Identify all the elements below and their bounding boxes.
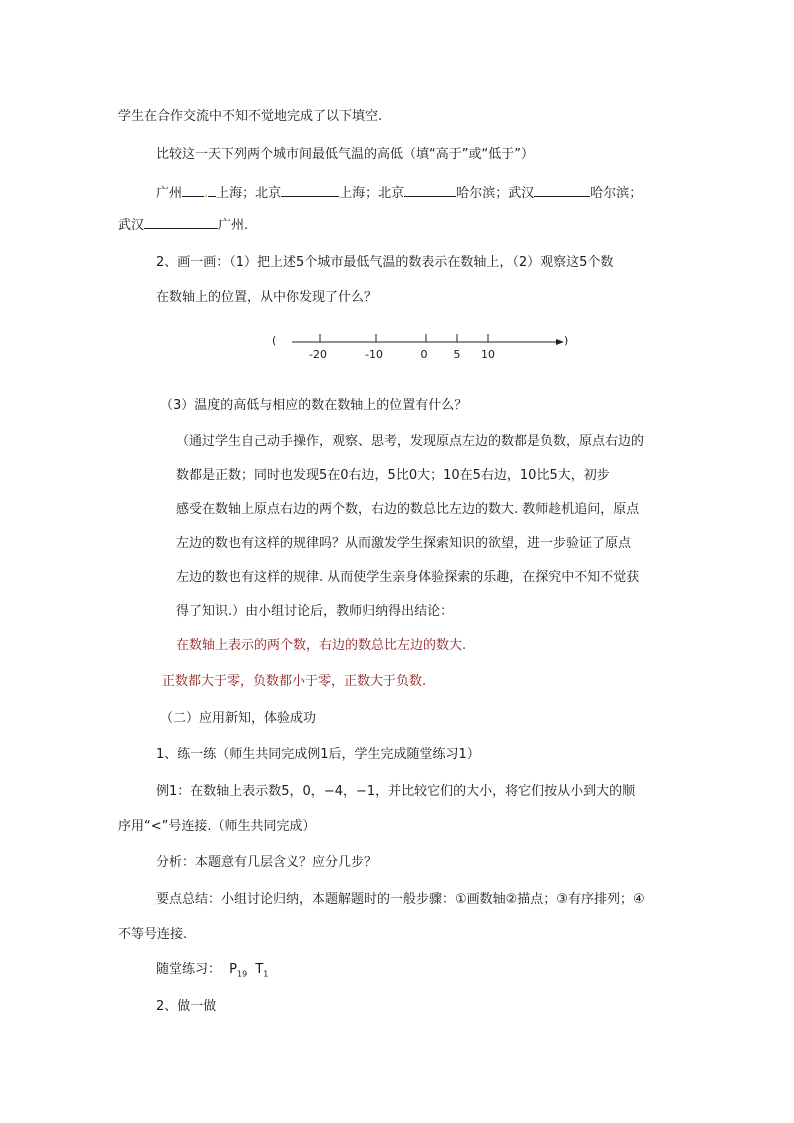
text-line-19: 序用“<”号连接.（师生共同完成） [118,819,316,834]
axis-arrow [556,339,564,345]
text-line-2: 比较这一天下列两个城市间最低气温的高低（填“高于”或“低于”） [156,147,534,162]
practice-page-letter: P [229,962,237,977]
city-guangzhou: 广州 [156,186,183,201]
text-line-5: 2、画一画：（1）把上述5个城市最低气温的数表示在数轴上，（2）观察这5个数 [156,255,614,270]
text-line-4 [118,215,248,235]
practice-page-number: 19 [237,969,248,979]
text-line-24: 2、做一做 [156,999,217,1014]
number-line-right-paren: ) [564,334,569,347]
practice-task [255,962,268,977]
city-harbin-wuhan: 哈尔滨；武汉 [456,186,535,201]
tick-label-10: 10 [481,348,495,361]
text-line-3 [156,183,642,203]
text-line-6: 在数轴上的位置，从中你发现了什么？ [156,290,378,305]
fill-blank-5 [144,215,218,229]
mark-dot: . [204,186,209,201]
tick-label-minus-20: -20 [309,348,327,361]
fill-blank-2 [281,183,339,197]
tick-label-5: 5 [453,348,461,361]
practice-page [229,962,247,977]
practice-label: 随堂练习： [156,962,222,977]
practice-task-letter: T [255,962,264,977]
text-line-20: 分析：本题意有几层含义？应分几步？ [156,855,378,870]
fill-blank-4 [534,183,590,197]
text-line-12: 左边的数也有这样的规律. 从而使学生亲身体验探索的乐趣，在探究中不知不觉获 [176,570,640,585]
text-line-7: （3）温度的高低与相应的数在数轴上的位置有什么？ [160,398,468,413]
text-line-10: 感受在数轴上原点右边的两个数，右边的数总比左边的数大. 教师趁机追问，原点 [176,502,640,517]
city-wuhan: 武汉 [118,218,145,233]
city-harbin: 哈尔滨； [590,186,643,201]
fill-blank-3 [404,183,456,197]
city-shanghai-beijing-2: 上海；北京 [339,186,405,201]
tick-label-0: 0 [420,348,428,361]
text-line-23 [156,961,268,984]
conclusion-line-2: 正数都大于零，负数都小于零，正数大于负数. [162,674,427,689]
practice-task-number: 1 [263,969,269,979]
number-line-left-paren: ( [272,334,277,347]
city-guangzhou-2: 广州. [218,218,249,233]
section-heading: （二）应用新知，体验成功 [160,711,317,726]
fill-blank-1b [208,183,216,197]
text-line-9: 数都是正数；同时也发现5在0右边，5比0大；10在5右边，10比5大，初步 [176,468,610,483]
text-line-17: 1、练一练（师生共同完成例1后，学生完成随堂练习1） [156,747,480,762]
city-shanghai-beijing-1: 上海；北京 [216,186,282,201]
text-line-22: 不等号连接. [118,927,188,942]
text-line-1: 学生在合作交流中不知不觉地完成了以下填空. [118,109,383,124]
number-line [272,328,582,364]
tick-label-minus-10: -10 [365,348,383,361]
text-line-11: 左边的数也有这样的规律吗？从而激发学生探索知识的欲望，进一步验证了原点 [176,536,632,551]
conclusion-line-1: 在数轴上表示的两个数，右边的数总比左边的数大. [176,638,467,653]
text-line-13: 得了知识.）由小组讨论后，教师归纳得出结论： [176,604,454,619]
text-line-18: 例1：在数轴上表示数5，0，−4，−1，并比较它们的大小，将它们按从小到大的顺 [156,784,636,799]
text-line-21: 要点总结：小组讨论归纳，本题解题时的一般步骤：①画数轴②描点；③有序排列；④ [156,892,645,907]
fill-blank-1 [182,183,204,197]
text-line-8: （通过学生自己动手操作，观察、思考，发现原点左边的数都是负数，原点右边的 [176,434,645,449]
